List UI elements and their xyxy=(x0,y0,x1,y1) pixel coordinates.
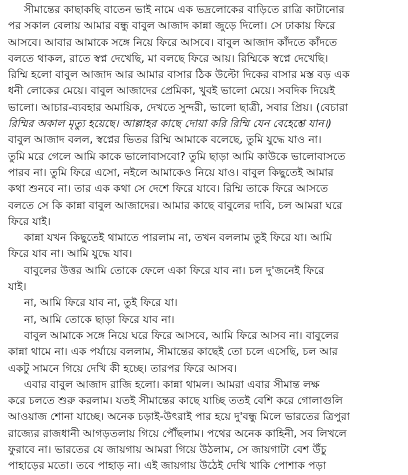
text-line: পাহাড়ের মতো। তবে পাহাড় না। এই জায়গায় উঠেই দেখি খাকি পোশাক পড়া xyxy=(8,460,327,473)
text-line: ফুরাবে না। ভারতের যে জায়গায় আমরা গিয়ে উঠলাম, সে জায়গাটা বেশ উঁচু xyxy=(8,444,327,457)
text-line: ফিরে যাব না। আমি যুদ্ধে যাব। xyxy=(8,248,133,261)
text-line: করে চলতে শুরু করলাম। যতই সীমান্তের কাছে যাচ্ছি ততই বেশি করে গোলাগুলি xyxy=(8,395,343,408)
text-line: ফিরে যাই। xyxy=(8,215,51,228)
paragraph-6 xyxy=(8,328,402,377)
text-line: কান্না যখন কিছুতেই থামাতে পারলাম না, তখন বললাম তুই ফিরে যা। আমি xyxy=(24,232,332,245)
text-line: বাবুলের উত্তর আমি তোকে ফেলে একা ফিরে যাব না। চল দু'জনেই ফিরে xyxy=(24,264,325,277)
text-line: কান্না থামে না। এক পর্যায়ে বললাম, সীমান্তের কাছেই তো চলে এসেছি, চল আর xyxy=(8,346,338,359)
paragraph-4 xyxy=(8,295,402,311)
text-line: ধনী লোকের মেয়ে। বাবুল আজাদের প্রেমিকা, খুবই ভালো মেয়ে। সবদিক দিয়েই xyxy=(8,85,336,98)
text-line: সীমান্তের কাছাকছি বাতেন ভাই নামে এক ভদ্রলোকের বাড়িতে রাত্রি কাটানোর xyxy=(24,4,345,16)
paragraph-2 xyxy=(8,230,402,263)
text-line: যাই। xyxy=(8,281,27,294)
text-line: ভালো। আচার-ব্যবহার অমায়িক, দেখতে সুন্দরী, ভালো ছাত্রী, সবার প্রিয়। (বেচারা xyxy=(8,101,348,114)
text-line: এবার বাবুল আজাদ রাজি হলো। কান্না থামল। আমরা এবার সীমান্ত লক্ষ xyxy=(24,378,320,391)
text-line: রিম্মি হলো বাবুল আজাদ আর আমার বাসার ঠিক উল্টো দিকের বাসার মস্ত বড় এক xyxy=(8,69,350,82)
text-line: কথা শুনবে না। তার এক কথা সে দেশে ফিরে যাবে। রিম্মি তাকে ফিরে আসতে xyxy=(8,183,329,196)
text-line: না, আমি তোকে ছাড়া ফিরে যাব না। xyxy=(24,313,175,326)
paragraph-3 xyxy=(8,263,402,296)
text-line: বলতে থাকল, রাতে স্বপ্ন দেখেছি, মা বলছে ফিরে আয়। রিম্মিকে স্বপ্নে দেখেছি। xyxy=(8,52,329,65)
paragraph-1 xyxy=(8,2,402,230)
paragraph-5 xyxy=(8,312,402,328)
paragraph-7 xyxy=(8,377,402,475)
text-line: একটু সামনে গিয়ে দেখি কী হচ্ছে। তারপর ফিরে আসব। xyxy=(8,362,237,375)
text-line: বলতে সে কি কান্না বাবুল আজাদের। আমার কাছে বাবুলের দাবি, চল আমরা ঘরে xyxy=(8,199,343,212)
text-line: তুমি মরে গেলে আমি কাকে ভালোবাসবো? তুমি ছাড়া আমি কাউকে ভালোবাসতে xyxy=(8,150,346,163)
text-line: পর সকাল বেলায় আমার বন্ধু বাবুল আজাদ কান্না জুড়ে দিলো। সে ঢাকায় ফিরে xyxy=(8,20,336,33)
text-line: না, আমি ফিরে যাব না, তুই ফিরে যা। xyxy=(24,297,178,310)
text-line: পারব না। তুমি ফিরে এসো, নইলে আমাকেও নিয়ে যাও। বাবুল কিছুতেই আমার xyxy=(8,166,334,179)
text-line: আওয়াজ শোনা যাচ্ছে। অনেক চড়াই-উৎরাই পার হয়ে দু'বন্ধু মিলে ভারতের ত্রিপুরা xyxy=(8,411,350,424)
text-line: বাবুল আমাকে সঙ্গে নিয়ে ঘরে ফিরে আসবে, আমি ফিরে আসব না। বাবুলের xyxy=(24,329,339,342)
text-line: আসবে। আবার আমাকে সঙ্গে নিয়ে ফিরে আসবে। বাবুল আজাদ কাঁদতে কাঁদতে xyxy=(8,36,338,49)
text-line: রিম্মির অকাল মৃত্যু হয়েছে। আল্লাহর কাছে দোয়া করি রিম্মি যেন বেহেশ্তে যান।) xyxy=(8,118,332,131)
text-line: বাবুল আজাদ বলল, স্বপ্নের ভিতর রিম্মি আমাকে বলেছে, তুমি যুদ্ধে যাও না। xyxy=(8,134,322,147)
text-line: রাজ্যের রাজধানী আগড়তলায় গিয়ে পৌঁছলাম। পথের অনেক কাহিনী, সব লিখলে xyxy=(8,427,347,440)
